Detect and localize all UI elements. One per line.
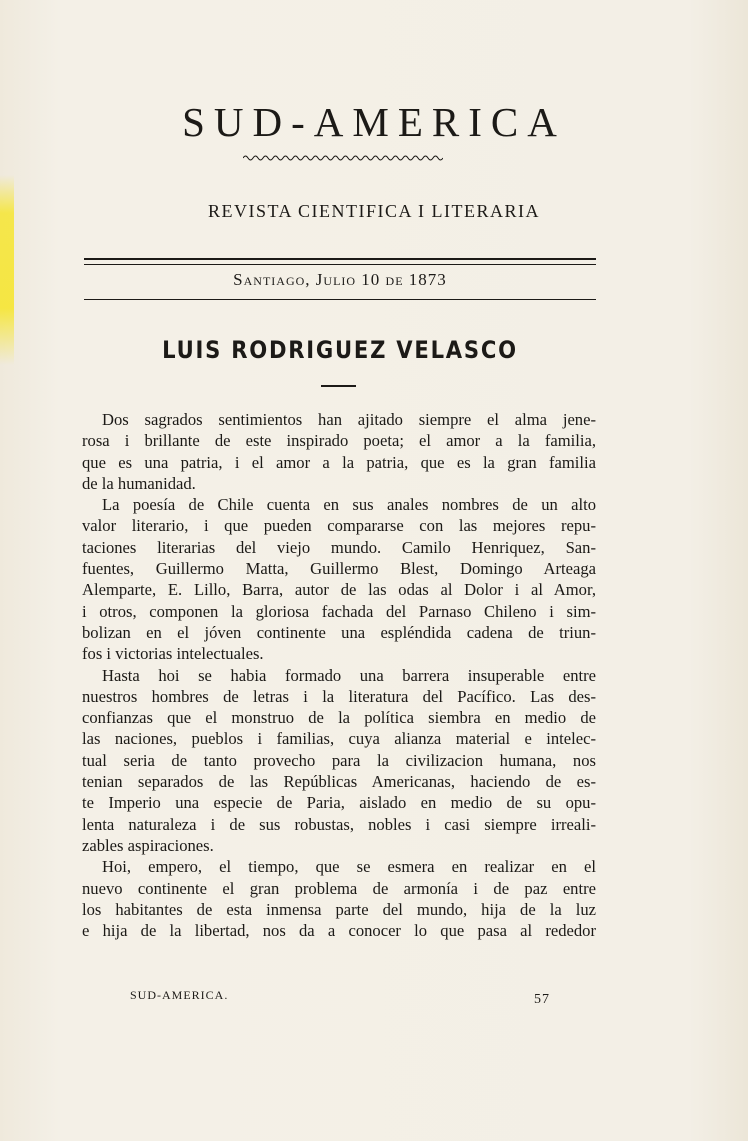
body-line: bolizan en el jóven continente una espléndida cadena de triun- bbox=[82, 622, 596, 642]
footer-signature: SUD-AMERICA. bbox=[130, 988, 229, 1002]
body-line: taciones literarias del viejo mundo. Camilo Henriquez, San- bbox=[82, 537, 596, 557]
double-rule bbox=[84, 258, 596, 265]
single-rule bbox=[84, 299, 596, 300]
body-line: nuestros hombres de letras i la literatura del Pacífico. Las des- bbox=[82, 686, 596, 706]
wavy-ornament bbox=[243, 153, 443, 163]
body-line: nuevo continente el gran problema de armonía i de paz entre bbox=[82, 878, 596, 898]
body-line: La poesía de Chile cuenta en sus anales nombres de un alto bbox=[102, 495, 596, 515]
title-rule bbox=[321, 385, 356, 387]
page-footer bbox=[130, 988, 550, 1006]
body-line: fuentes, Guillermo Matta, Guillermo Blest, Domingo Arteaga bbox=[82, 559, 596, 579]
body-line: las naciones, pueblos i familias, cuya alianza material e intelec- bbox=[82, 729, 596, 749]
article-body bbox=[82, 409, 596, 941]
body-line: fos i victorias intelectuales. bbox=[82, 644, 264, 664]
body-line: Hasta hoi se habia formado una barrera insuperable entre bbox=[102, 665, 596, 685]
body-line: lenta naturaleza i de sus robustas, nobles i casi siempre irreali- bbox=[82, 814, 596, 834]
body-line: tual seria de tanto provecho para la civilizacion humana, nos bbox=[82, 750, 596, 770]
body-line: valor literario, i que pueden compararse con las mejores repu- bbox=[82, 516, 596, 536]
body-line: zables aspiraciones. bbox=[82, 835, 214, 855]
body-line: de la humanidad. bbox=[82, 473, 196, 493]
body-line: Dos sagrados sentimientos han ajitado siempre el alma jene- bbox=[102, 410, 596, 429]
body-line: Alemparte, E. Lillo, Barra, autor de las odas al Dolor i al Amor, bbox=[82, 580, 596, 600]
page-number: 57 bbox=[534, 992, 550, 1007]
body-line: te Imperio una especie de Paria, aislado en medio de su opu- bbox=[82, 793, 596, 813]
body-line: rosa i brillante de este inspirado poeta; el amor a la familia, bbox=[82, 431, 596, 451]
body-line: los habitantes de esta inmensa parte del mundo, hija de la luz bbox=[82, 899, 596, 919]
body-line: tenian separados de las Repúblicas Americanas, haciendo de es- bbox=[82, 772, 596, 792]
paper-stain bbox=[0, 175, 14, 365]
body-line: que es una patria, i el amor a la patria, que es la gran familia bbox=[82, 452, 596, 472]
body-line: confianzas que el monstruo de la política siembra en medio de bbox=[82, 708, 596, 728]
body-line: Hoi, empero, el tiempo, que se esmera en realizar en el bbox=[102, 857, 596, 877]
body-line: i otros, componen la gloriosa fachada del Parnaso Chileno i sim- bbox=[82, 601, 596, 621]
masthead-title: SUD-AMERICA bbox=[182, 99, 566, 145]
masthead-subtitle: REVISTA CIENTIFICA I LITERARIA bbox=[207, 201, 541, 221]
body-line: e hija de la libertad, nos da a conocer lo que pasa al rededor bbox=[82, 921, 596, 941]
dateline: Santiago, Julio 10 de 1873 bbox=[233, 270, 447, 289]
article-title: LUIS RODRIGUEZ VELASCO bbox=[162, 336, 518, 364]
